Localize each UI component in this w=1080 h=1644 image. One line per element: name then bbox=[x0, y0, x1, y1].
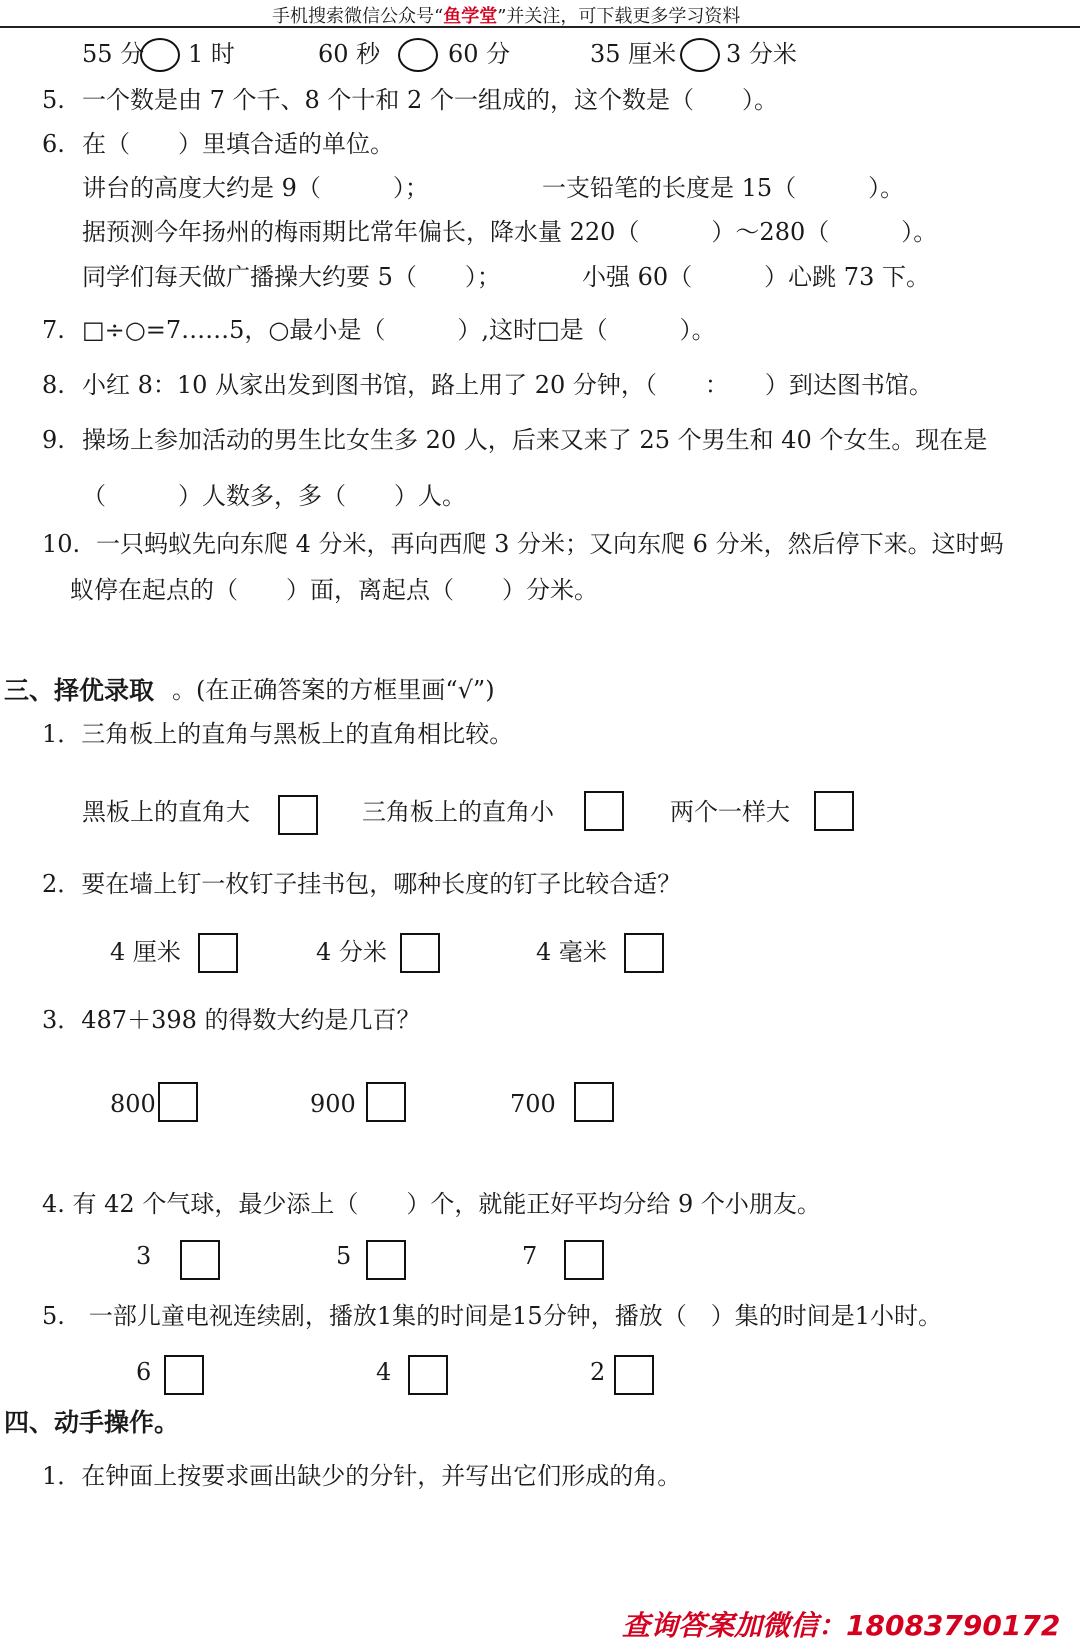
q9-number: 9. bbox=[42, 426, 65, 454]
header-prefix: 手机搜索微信公众号“ bbox=[272, 6, 444, 27]
section3-title: 三、择优录取 bbox=[4, 676, 155, 705]
s3-q1-option-2: 三角板上的直角小 bbox=[362, 798, 554, 826]
s3-q3-checkbox-2[interactable] bbox=[366, 1082, 406, 1122]
section4-title: 四、动手操作。 bbox=[4, 1408, 180, 1437]
s3-q2-option-1: 4 厘米 bbox=[110, 938, 181, 966]
compare-b1: 1 时 bbox=[188, 40, 235, 68]
s3-q5-option-1: 6 bbox=[136, 1358, 152, 1386]
q6-line2: 据预测今年扬州的梅雨期比常年偏长，降水量 220（ ）～280（ ）。 bbox=[82, 218, 938, 246]
q5-number: 5. bbox=[42, 86, 65, 114]
q10-line1: 一只蚂蚁先向东爬 4 分米，再向西爬 3 分米；又向东爬 6 分米，然后停下来。这时蚂 bbox=[96, 530, 1004, 558]
s3-q2-checkbox-3[interactable] bbox=[624, 933, 664, 973]
compare-circle-3[interactable] bbox=[680, 38, 720, 72]
header-brand: 鱼学堂 bbox=[443, 6, 498, 27]
s3-q3-option-3: 700 bbox=[510, 1090, 556, 1118]
footer-watermark: 查询答案加微信：18083790172 bbox=[622, 1609, 1061, 1642]
s4-q1-text: 1．在钟面上按要求画出缺少的分针，并写出它们形成的角。 bbox=[42, 1462, 682, 1490]
q6-text: 在（ ）里填合适的单位。 bbox=[82, 130, 394, 158]
s3-q4-checkbox-2[interactable] bbox=[366, 1240, 406, 1280]
page-header bbox=[0, 0, 1080, 28]
s3-q2-option-3: 4 毫米 bbox=[536, 938, 607, 966]
q6-line3a: 同学们每天做广播操大约要 5（ ）； bbox=[82, 263, 501, 291]
s3-q4-text: 4. 有 42 个气球，最少添上（ ）个，就能正好平均分给 9 个小朋友。 bbox=[42, 1190, 821, 1218]
q10-line2: 蚁停在起点的（ ）面，离起点（ ）分米。 bbox=[70, 576, 598, 604]
s3-q4-checkbox-3[interactable] bbox=[564, 1240, 604, 1280]
s3-q2-text: 2．要在墙上钉一枚钉子挂书包，哪种长度的钉子比较合适？ bbox=[42, 870, 682, 898]
s3-q4-option-1: 3 bbox=[136, 1242, 152, 1270]
s3-q1-checkbox-1[interactable] bbox=[278, 795, 318, 835]
q8-text: 小红 8：10 从家出发到图书馆，路上用了 20 分钟，（ ： ）到达图书馆。 bbox=[82, 371, 933, 399]
compare-a3: 35 厘米 bbox=[590, 40, 677, 68]
compare-b3: 3 分米 bbox=[726, 40, 797, 68]
q6-number: 6. bbox=[42, 130, 65, 158]
s3-q4-checkbox-1[interactable] bbox=[180, 1240, 220, 1280]
s3-q2-option-2: 4 分米 bbox=[316, 938, 387, 966]
s3-q3-checkbox-3[interactable] bbox=[574, 1082, 614, 1122]
s3-q5-option-2: 4 bbox=[376, 1358, 392, 1386]
q7-number: 7. bbox=[42, 316, 65, 344]
q9-line1: 操场上参加活动的男生比女生多 20 人，后来又来了 25 个男生和 40 个女生。现在是 bbox=[82, 426, 988, 454]
s3-q1-option-1: 黑板上的直角大 bbox=[82, 798, 250, 826]
s3-q2-checkbox-2[interactable] bbox=[400, 933, 440, 973]
s3-q1-checkbox-2[interactable] bbox=[584, 791, 624, 831]
compare-a1: 55 分 bbox=[82, 40, 145, 68]
s3-q4-option-2: 5 bbox=[336, 1242, 352, 1270]
q8-number: 8. bbox=[42, 371, 65, 399]
s3-q1-option-3: 两个一样大 bbox=[670, 798, 790, 826]
s3-q3-option-1: 800 bbox=[110, 1090, 156, 1118]
s3-q5-option-3: 2 bbox=[590, 1358, 606, 1386]
compare-b2: 60 分 bbox=[448, 40, 511, 68]
s3-q3-checkbox-1[interactable] bbox=[158, 1082, 198, 1122]
s3-q4-option-3: 7 bbox=[522, 1242, 538, 1270]
s3-q5-checkbox-1[interactable] bbox=[164, 1355, 204, 1395]
s3-q5-text: 5. 一部儿童电视连续剧，播放1集的时间是15分钟，播放（ ）集的时间是1小时。 bbox=[42, 1302, 942, 1330]
compare-a2: 60 秒 bbox=[318, 40, 381, 68]
q7-text: □÷○=7……5，○最小是（ ）,这时□是（ ）。 bbox=[82, 316, 716, 344]
s3-q5-checkbox-3[interactable] bbox=[614, 1355, 654, 1395]
s3-q2-checkbox-1[interactable] bbox=[198, 933, 238, 973]
compare-circle-1[interactable] bbox=[140, 38, 180, 72]
header-text bbox=[272, 2, 740, 28]
q10-number: 10. bbox=[42, 530, 81, 558]
s3-q3-option-2: 900 bbox=[310, 1090, 356, 1118]
s3-q1-text: 1．三角板上的直角与黑板上的直角相比较。 bbox=[42, 720, 514, 748]
q5-text: 一个数是由 7 个千、8 个十和 2 个一组成的，这个数是（ ）。 bbox=[82, 86, 778, 114]
q6-line1b: 一支铅笔的长度是 15（ ）。 bbox=[542, 174, 905, 202]
q6-line1a: 讲台的高度大约是 9（ ）； bbox=[82, 174, 429, 202]
q6-line3b: 小强 60（ ）心跳 73 下。 bbox=[582, 263, 930, 291]
s3-q5-checkbox-2[interactable] bbox=[408, 1355, 448, 1395]
s3-q3-text: 3．487＋398 的得数大约是几百？ bbox=[42, 1006, 421, 1034]
section3-note: 。(在正确答案的方框里画“√”) bbox=[172, 676, 495, 704]
compare-circle-2[interactable] bbox=[398, 38, 438, 72]
q9-line2: （ ）人数多，多（ ）人。 bbox=[82, 482, 466, 510]
header-suffix: ”并关注，可下载更多学习资料 bbox=[497, 6, 741, 27]
s3-q1-checkbox-3[interactable] bbox=[814, 791, 854, 831]
